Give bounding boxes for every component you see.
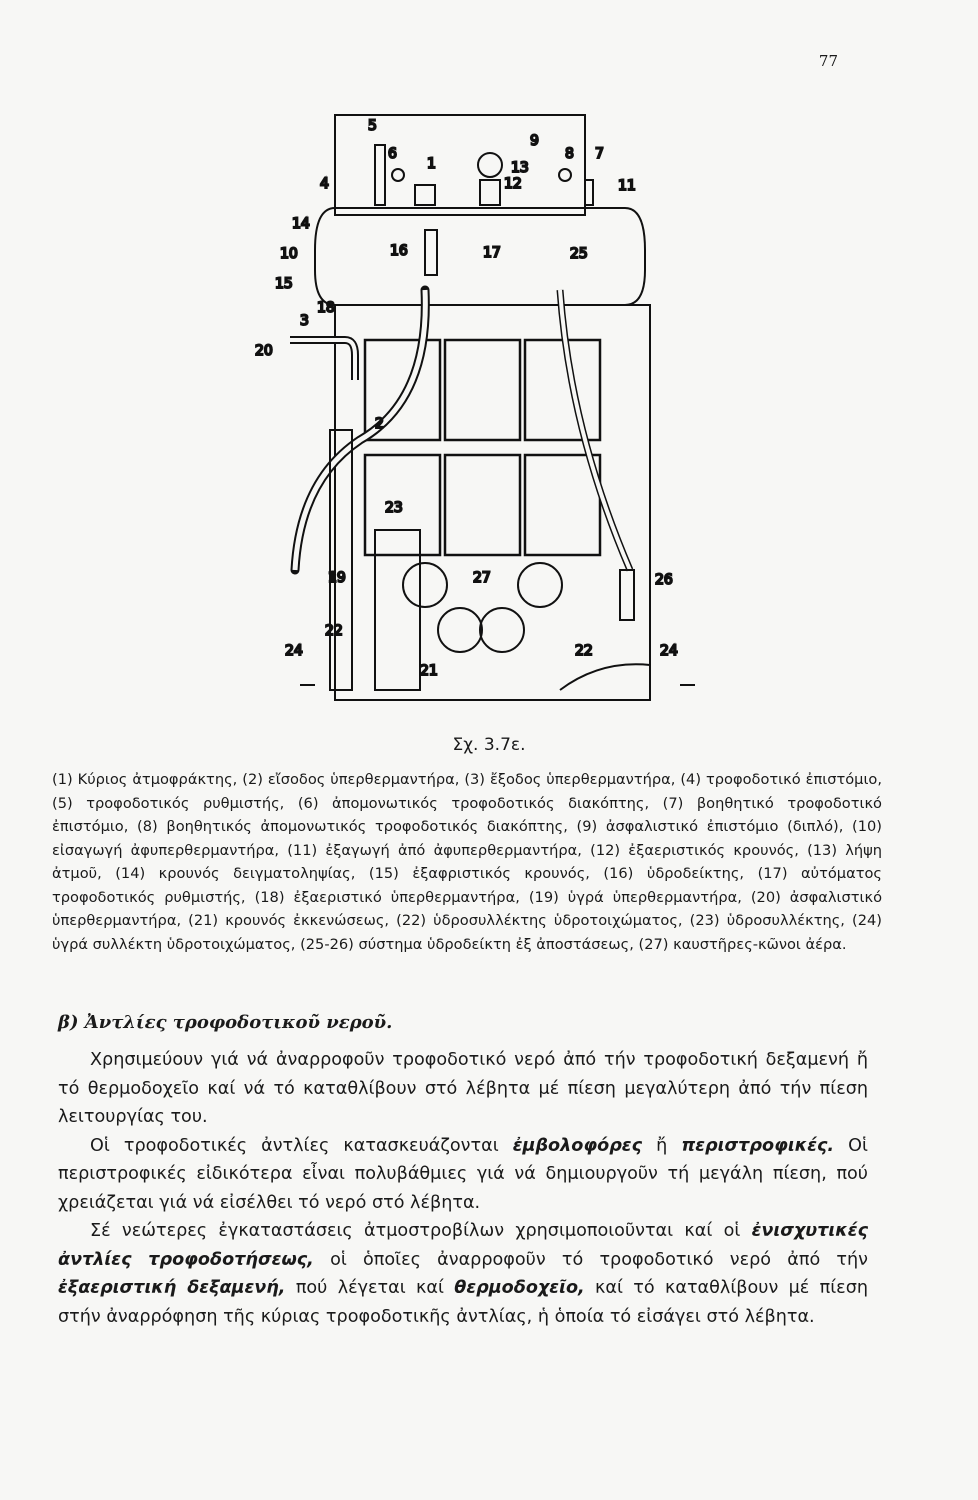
tube-bank-grid: [365, 340, 600, 555]
svg-text:14: 14: [292, 216, 310, 232]
superheater-outlet: [290, 340, 355, 380]
figure-caption: Σχ. 3.7ε.: [452, 735, 526, 755]
svg-text:27: 27: [473, 570, 491, 586]
text-run: πού λέγεται καί: [285, 1278, 455, 1298]
paragraph-3: [58, 1217, 868, 1331]
legend-item: (10) εἰσαγωγή ἀφυπερθερμαντήρα,: [52, 818, 882, 859]
svg-text:5: 5: [368, 118, 377, 134]
figure-legend: [52, 768, 882, 956]
legend-item: (5) τροφοδοτικός ρυθμιστής,: [52, 794, 298, 812]
downcomer-pipe: [295, 290, 425, 570]
legend-item: (11) ἐξαγωγή ἀπό ἀφυπερθερμαντήρα,: [287, 841, 591, 859]
svg-text:6: 6: [388, 146, 397, 162]
svg-text:9: 9: [530, 133, 539, 149]
svg-text:21: 21: [420, 663, 438, 679]
legend-item: (24) ὑγρά συλλέκτη ὑδροτοιχώματος,: [52, 912, 882, 953]
svg-text:23: 23: [385, 500, 403, 516]
gauge-line-pipe: [560, 290, 630, 570]
emphasis: ἐμβολοφόρες: [512, 1135, 643, 1156]
text-run: ἤ: [642, 1135, 682, 1156]
svg-text:16: 16: [390, 243, 408, 259]
text-run: Οἱ περιστροφικές εἰδικότερα εἶναι πολυβάθμιες γιά νά δημιουργοῦν τή μεγάλη πίεση, πού χρειάζεται γιά νά εἰσέλθει τό νερό στό λέβητα.: [58, 1135, 868, 1213]
emphasis: ἐνισχυτικές ἀντλίες τροφοδοτήσεως,: [58, 1221, 868, 1270]
legend-item: (22) ὑδροσυλλέκτης ὑδροτοιχώματος,: [396, 912, 690, 929]
text-run: Οἱ τροφοδοτικές ἀντλίες κατασκευάζονται: [90, 1135, 513, 1156]
bottom-drains: [300, 664, 695, 690]
paragraph-2: [58, 1132, 868, 1218]
svg-text:24: 24: [285, 643, 303, 659]
svg-text:24: 24: [660, 643, 678, 659]
legend-item: (25-26) σύστημα ὑδροδείκτη ἐξ ἀποστάσεως,: [300, 935, 639, 953]
paragraph-1: Χρησιμεύουν γιά νά ἀναρροφοῦν τροφοδοτικό νερό ἀπό τήν τροφοδοτική δεξαμενή ἤ τό θερμοδοχεῖο καί νά τό καταθλίβουν στό λέβητα μέ πίεση μεγαλύτερη ἀπό τήν πίεση λειτουργίας του.: [58, 1050, 868, 1127]
svg-text:20: 20: [255, 343, 273, 359]
legend-item: (4) τροφοδοτικό ἐπιστόμιο,: [680, 771, 882, 788]
svg-text:3: 3: [300, 313, 309, 329]
body-text: [58, 1046, 868, 1331]
page-number: 77: [818, 52, 838, 70]
svg-text:15: 15: [275, 276, 293, 292]
svg-text:25: 25: [570, 246, 588, 262]
legend-item: (3) ἔξοδος ὑπερθερμαντήρα,: [464, 771, 681, 788]
svg-text:17: 17: [483, 245, 501, 261]
legend-item: (19) ὑγρά ὑπερθερμαντήρα,: [528, 888, 751, 906]
svg-text:2: 2: [375, 416, 384, 432]
legend-item: (16) ὑδροδείκτης,: [603, 865, 758, 882]
svg-text:10: 10: [280, 246, 298, 262]
legend-item: (13) λήψη ἀτμοῦ,: [52, 841, 883, 882]
boiler-diagram: [240, 100, 740, 730]
svg-text:18: 18: [317, 300, 335, 316]
legend-item: (1) Κύριος ἀτμοφράκτης,: [52, 771, 243, 788]
legend-item: (21) κρουνός ἐκκενώσεως,: [188, 912, 397, 929]
svg-text:22: 22: [325, 623, 343, 639]
emphasis: περιστροφικές.: [681, 1135, 835, 1156]
legend-item: (9) ἀσφαλιστικό ἐπιστόμιο (διπλό),: [576, 818, 853, 835]
text-run: οἱ ὁποῖες ἀναρροφοῦν τό τροφοδοτικό νερό ἀπό τήν: [313, 1249, 868, 1270]
legend-item: (15) ἐξαφριστικός κρουνός,: [368, 865, 604, 882]
svg-text:12: 12: [504, 176, 522, 192]
section-heading: β) Ἀντλίες τροφοδοτικοῦ νεροῦ.: [58, 1012, 393, 1033]
legend-item: (6) ἀπομονωτικός τροφοδοτικός διακόπτης,: [297, 794, 663, 812]
emphasis: ἐξαεριστική δεξαμενή,: [58, 1278, 286, 1298]
legend-item: (14) κρουνός δειγματοληψίας,: [115, 865, 369, 882]
svg-text:4: 4: [320, 176, 329, 192]
top-valves: [375, 145, 593, 205]
svg-text:26: 26: [655, 572, 673, 588]
legend-item: (17) αὐτόματος τροφοδοτικός ρυθμιστής,: [52, 865, 882, 906]
legend-item: (27) καυστῆρες-κῶνοι ἀέρα.: [638, 935, 847, 953]
legend-item: (18) ἐξαεριστικό ὑπερθερμαντήρα,: [254, 888, 529, 906]
svg-text:11: 11: [618, 178, 636, 194]
svg-text:22: 22: [575, 643, 593, 659]
svg-text:1: 1: [427, 156, 436, 172]
svg-text:8: 8: [565, 146, 574, 162]
legend-item: (23) ὑδροσυλλέκτης,: [689, 912, 853, 929]
svg-text:13: 13: [511, 160, 529, 176]
svg-text:7: 7: [595, 146, 604, 162]
legend-item: (8) βοηθητικός ἀπομονωτικός τροφοδοτικός διακόπτης,: [137, 818, 577, 835]
emphasis: θερμοδοχεῖο,: [454, 1278, 585, 1298]
legend-item: (2) εἴσοδος ὑπερθερμαντήρα,: [242, 771, 465, 788]
legend-item: (20) ἀσφαλιστικό ὑπερθερμαντήρα,: [52, 888, 882, 929]
gauge-glass: [425, 230, 437, 275]
text-run: καί τό καταθλίβουν μέ πίεση στήν ἀναρρόφηση τῆς κύριας τροφοδοτικῆς ἀντλίας, ἡ ὁποία τό εἰσάγει στό λέβητα.: [58, 1278, 868, 1327]
steam-drum: [315, 208, 645, 305]
svg-text:19: 19: [328, 570, 346, 586]
legend-item: (7) βοηθητικό τροφοδοτικό ἐπιστόμιο,: [52, 794, 882, 835]
text-run: Σέ νεώτερες ἐγκαταστάσεις ἀτμοστροβίλων χρησιμοποιοῦνται καί οἱ: [90, 1221, 752, 1241]
legend-item: (12) ἐξαεριστικός κρουνός,: [590, 841, 808, 859]
